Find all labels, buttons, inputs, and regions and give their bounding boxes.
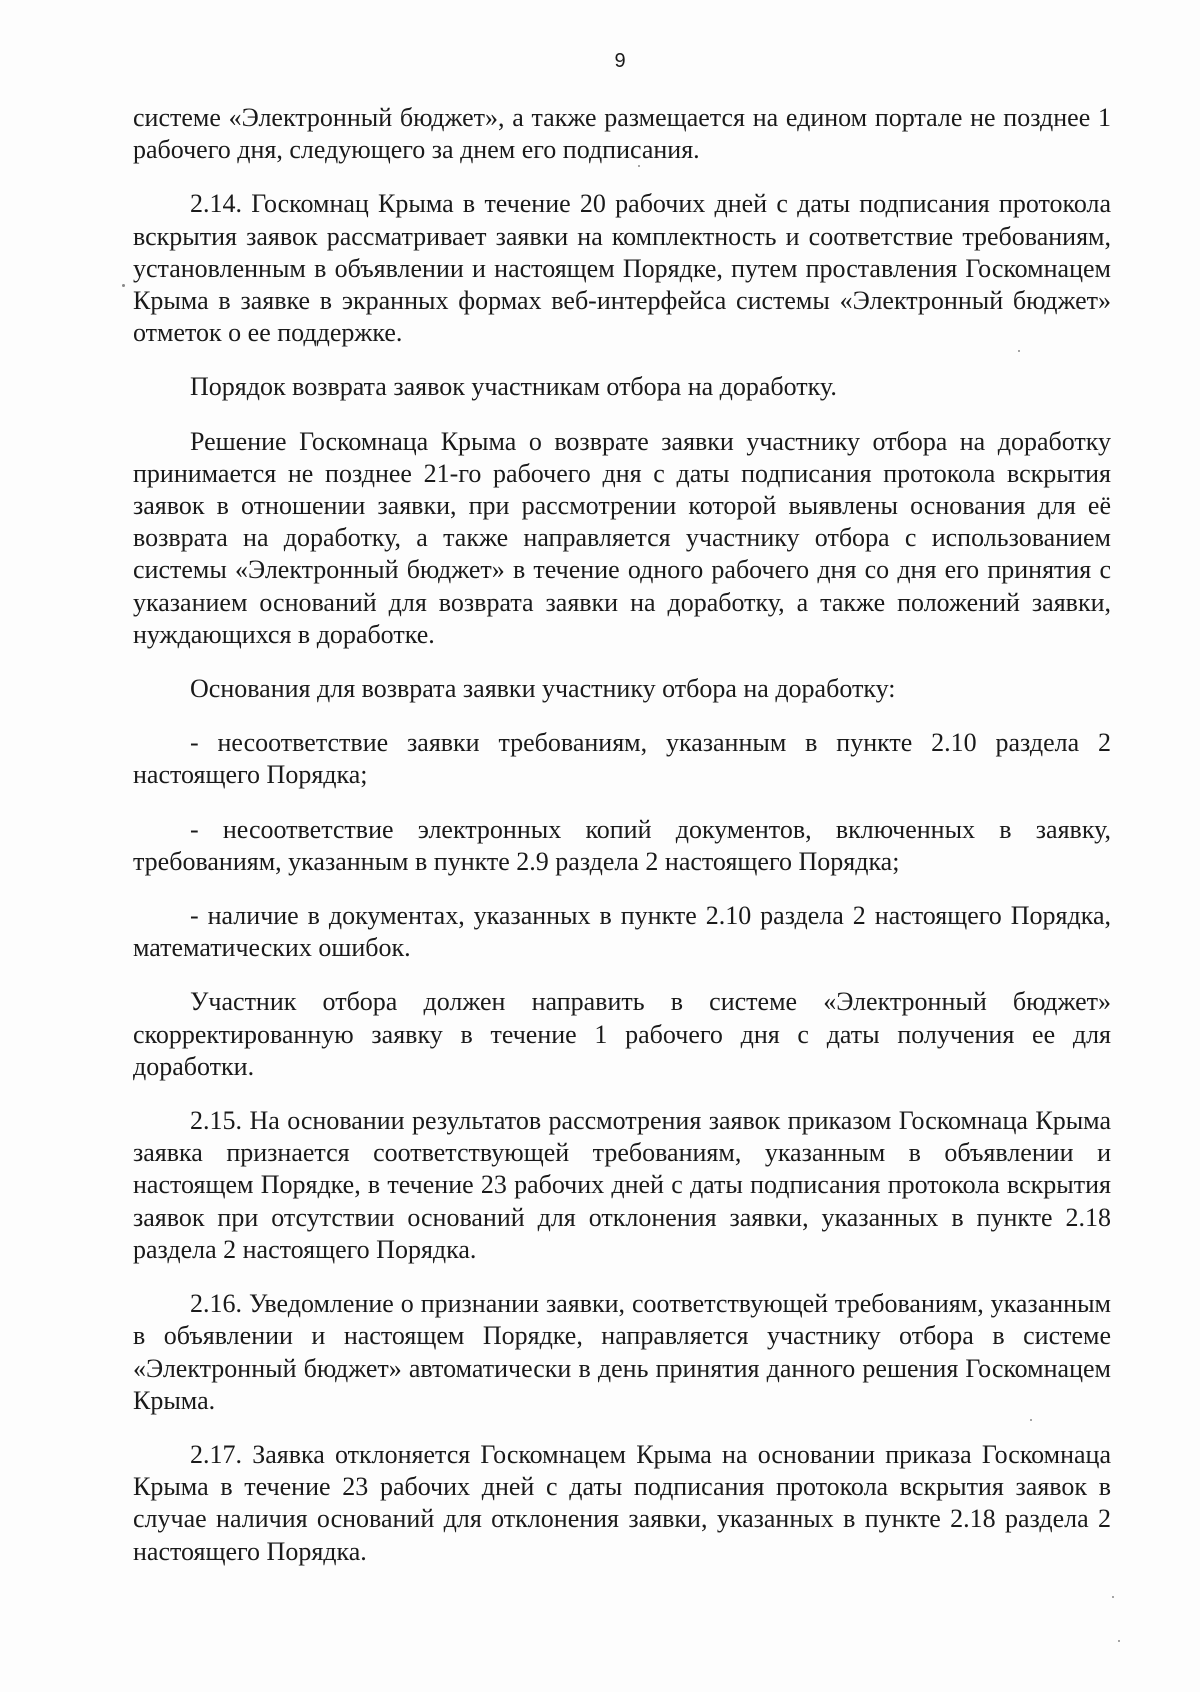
scan-speck bbox=[1118, 1640, 1120, 1642]
paragraph-2-17: 2.17. Заявка отклоняется Госкомнацем Крыма на основании приказа Госкомнаца Крыма в течение 23 рабочих дней с даты подписания протокола вскрытия заявок в случае наличия оснований для отклонения заявки, указанных в пункте 2.18 раздела 2 настоящего Порядка. bbox=[133, 1439, 1111, 1566]
scan-speck bbox=[122, 284, 125, 287]
paragraph-return-order-heading: Порядок возврата заявок участникам отбора на доработку. bbox=[190, 372, 837, 402]
paragraph-return-grounds-intro: Основания для возврата заявки участнику отбора на доработку: bbox=[190, 674, 896, 704]
scan-speck bbox=[1018, 350, 1020, 352]
list-item-ground-1: - несоответствие заявки требованиям, указанным в пункте 2.10 раздела 2 настоящего Порядка; bbox=[133, 728, 1111, 790]
paragraph-return-decision: Решение Госкомнаца Крыма о возврате заявки участнику отбора на доработку принимается не позднее 21-го рабочего дня с даты подписания протокола вскрытия заявок в отношении заявки, при рассмотрении которой выявлены основания для её возврата на доработку, а также направляется участнику отбора с использованием системы «Электронный бюджет» в течение одного рабочего дня со дня его принятия с указанием оснований для возврата заявки на доработку, а также положений заявки, нуждающихся в доработке. bbox=[133, 426, 1111, 649]
paragraph-2-14: 2.14. Госкомнац Крыма в течение 20 рабочих дней с даты подписания протокола вскрытия заявок рассматривает заявки на комплектность и соответствие требованиям, установленным в объявлении и настоящем Порядке, путем проставления Госкомнацем Крыма в заявке в экранных формах веб-интерфейса системы «Электронный бюджет» отметок о ее поддержке. bbox=[133, 189, 1111, 348]
list-item-ground-2: - несоответствие электронных копий документов, включенных в заявку, требованиям, указанным в пункте 2.9 раздела 2 настоящего Порядка; bbox=[133, 814, 1111, 876]
list-item-ground-3: - наличие в документах, указанных в пункте 2.10 раздела 2 настоящего Порядка, математических ошибок. bbox=[133, 901, 1111, 963]
document-body bbox=[133, 102, 1111, 1590]
scan-speck bbox=[638, 165, 640, 167]
paragraph-continuation: системе «Электронный бюджет», а также размещается на едином портале не позднее 1 рабочего дня, следующего за днем его подписания. bbox=[133, 103, 1111, 165]
page-number: 9 bbox=[614, 50, 626, 72]
scan-speck bbox=[1112, 1596, 1114, 1598]
scan-speck bbox=[1030, 1419, 1032, 1421]
paragraph-2-16: 2.16. Уведомление о признании заявки, соответствующей требованиям, указанным в объявлении и настоящем Порядке, направляется участнику отбора в системе «Электронный бюджет» автоматически в день принятия данного решения Госкомнацем Крыма. bbox=[133, 1289, 1111, 1415]
paragraph-participant-resubmit: Участник отбора должен направить в системе «Электронный бюджет» скорректированную заявку в течение 1 рабочего дня с даты получения ее для доработки. bbox=[133, 987, 1111, 1081]
paragraph-2-15: 2.15. На основании результатов рассмотрения заявок приказом Госкомнаца Крыма заявка признается соответствующей требованиям, указанным в объявлении и настоящем Порядке, в течение 23 рабочих дней с даты подписания протокола вскрытия заявок при отсутствии оснований для отклонения заявки, указанных в пункте 2.18 раздела 2 настоящего Порядка. bbox=[133, 1106, 1111, 1264]
